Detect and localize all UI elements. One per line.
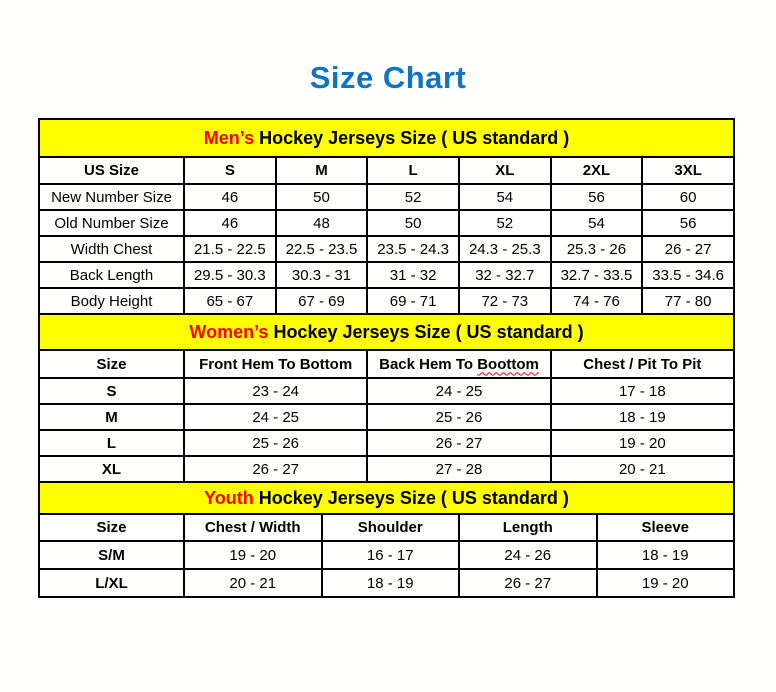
womens-section-accent-label: Women’s xyxy=(189,322,269,342)
youth-table-row xyxy=(39,541,734,569)
size-chart-tables xyxy=(38,118,735,598)
mens-cell: 56 xyxy=(642,210,734,236)
mens-cell: 54 xyxy=(551,210,643,236)
youth-cell: 19 - 20 xyxy=(184,541,322,569)
youth-cell: 18 - 19 xyxy=(597,541,735,569)
womens-cell: 24 - 25 xyxy=(184,404,367,430)
womens-cell: 19 - 20 xyxy=(551,430,734,456)
womens-cell: 20 - 21 xyxy=(551,456,734,482)
mens-cell: 69 - 71 xyxy=(367,288,459,314)
mens-cell: 31 - 32 xyxy=(367,262,459,288)
mens-column-header: 3XL xyxy=(642,157,734,184)
mens-column-header: US Size xyxy=(39,157,184,184)
mens-row-label: Body Height xyxy=(39,288,184,314)
page-title: Size Chart xyxy=(309,60,467,95)
youth-row-label: S/M xyxy=(39,541,184,569)
mens-cell: 60 xyxy=(642,184,734,210)
womens-column-header: Front Hem To Bottom xyxy=(184,350,367,378)
womens-row-label: XL xyxy=(39,456,184,482)
youth-section-header xyxy=(38,481,735,515)
youth-cell: 18 - 19 xyxy=(322,569,460,597)
womens-column-header: Chest / Pit To Pit xyxy=(551,350,734,378)
mens-size-table xyxy=(38,156,735,315)
mens-cell: 22.5 - 23.5 xyxy=(276,236,368,262)
youth-column-header: Length xyxy=(459,514,597,541)
mens-cell: 26 - 27 xyxy=(642,236,734,262)
youth-row-label: L/XL xyxy=(39,569,184,597)
womens-row-label: S xyxy=(39,378,184,404)
mens-cell: 52 xyxy=(367,184,459,210)
misspelled-word: Boottom xyxy=(477,355,539,373)
mens-cell: 46 xyxy=(184,210,276,236)
youth-cell: 20 - 21 xyxy=(184,569,322,597)
womens-cell: 24 - 25 xyxy=(367,378,550,404)
mens-column-header: L xyxy=(367,157,459,184)
youth-section-title-text: Hockey Jerseys Size ( US standard ) xyxy=(253,488,569,508)
mens-row-label: New Number Size xyxy=(39,184,184,210)
youth-section-accent-label: Youth xyxy=(204,488,254,508)
mens-header-row xyxy=(39,157,734,184)
mens-cell: 50 xyxy=(367,210,459,236)
mens-cell: 48 xyxy=(276,210,368,236)
mens-table-row xyxy=(39,288,734,314)
womens-row-label: M xyxy=(39,404,184,430)
mens-cell: 77 - 80 xyxy=(642,288,734,314)
mens-cell: 30.3 - 31 xyxy=(276,262,368,288)
womens-cell: 17 - 18 xyxy=(551,378,734,404)
youth-column-header: Size xyxy=(39,514,184,541)
mens-column-header: S xyxy=(184,157,276,184)
mens-row-label: Back Length xyxy=(39,262,184,288)
mens-cell: 54 xyxy=(459,184,551,210)
mens-table-row xyxy=(39,184,734,210)
mens-column-header: XL xyxy=(459,157,551,184)
mens-section-title-text: Hockey Jerseys Size ( US standard ) xyxy=(254,128,570,148)
womens-section-header xyxy=(38,313,735,351)
womens-column-header: Size xyxy=(39,350,184,378)
mens-section-header xyxy=(38,118,735,158)
womens-table-row xyxy=(39,378,734,404)
womens-cell: 25 - 26 xyxy=(184,430,367,456)
youth-cell: 19 - 20 xyxy=(597,569,735,597)
mens-cell: 65 - 67 xyxy=(184,288,276,314)
mens-row-label: Width Chest xyxy=(39,236,184,262)
womens-table-row xyxy=(39,404,734,430)
youth-column-header: Chest / Width xyxy=(184,514,322,541)
mens-table-row xyxy=(39,210,734,236)
mens-cell: 50 xyxy=(276,184,368,210)
womens-cell: 26 - 27 xyxy=(367,430,550,456)
mens-cell: 32.7 - 33.5 xyxy=(551,262,643,288)
youth-header-row xyxy=(39,514,734,541)
youth-column-header: Shoulder xyxy=(322,514,460,541)
mens-cell: 52 xyxy=(459,210,551,236)
womens-row-label: L xyxy=(39,430,184,456)
youth-cell: 24 - 26 xyxy=(459,541,597,569)
womens-cell: 25 - 26 xyxy=(367,404,550,430)
mens-cell: 56 xyxy=(551,184,643,210)
mens-cell: 24.3 - 25.3 xyxy=(459,236,551,262)
mens-cell: 72 - 73 xyxy=(459,288,551,314)
mens-section-accent-label: Men’s xyxy=(203,128,255,148)
mens-cell: 32 - 32.7 xyxy=(459,262,551,288)
mens-cell: 74 - 76 xyxy=(551,288,643,314)
mens-row-label: Old Number Size xyxy=(39,210,184,236)
mens-column-header: 2XL xyxy=(551,157,643,184)
mens-table-row xyxy=(39,262,734,288)
womens-cell: 27 - 28 xyxy=(367,456,550,482)
mens-cell: 29.5 - 30.3 xyxy=(184,262,276,288)
womens-header-row xyxy=(39,350,734,378)
mens-column-header: M xyxy=(276,157,368,184)
youth-table-row xyxy=(39,569,734,597)
youth-cell: 16 - 17 xyxy=(322,541,460,569)
youth-cell: 26 - 27 xyxy=(459,569,597,597)
womens-size-table xyxy=(38,349,735,483)
womens-table-row xyxy=(39,430,734,456)
womens-column-header: Back Hem To Boottom xyxy=(367,350,550,378)
mens-cell: 67 - 69 xyxy=(276,288,368,314)
mens-cell: 33.5 - 34.6 xyxy=(642,262,734,288)
womens-cell: 23 - 24 xyxy=(184,378,367,404)
mens-cell: 25.3 - 26 xyxy=(551,236,643,262)
womens-section-title-text: Hockey Jerseys Size ( US standard ) xyxy=(268,322,584,342)
mens-cell: 23.5 - 24.3 xyxy=(367,236,459,262)
womens-cell: 26 - 27 xyxy=(184,456,367,482)
youth-column-header: Sleeve xyxy=(597,514,735,541)
mens-cell: 46 xyxy=(184,184,276,210)
mens-table-row xyxy=(39,236,734,262)
womens-table-row xyxy=(39,456,734,482)
mens-cell: 21.5 - 22.5 xyxy=(184,236,276,262)
youth-size-table xyxy=(38,513,735,598)
womens-cell: 18 - 19 xyxy=(551,404,734,430)
